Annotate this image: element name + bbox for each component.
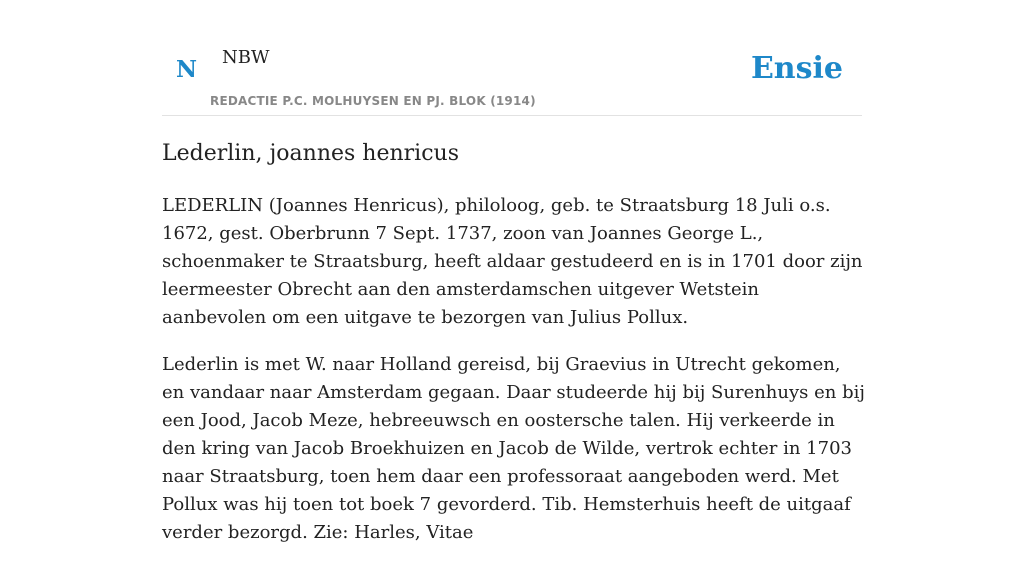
- page-title: Lederlin, joannes henricus: [162, 141, 459, 166]
- article-body: [162, 192, 867, 566]
- article-paragraph: LEDERLIN (Joannes Henricus), philoloog, geb. te Straatsburg 18 Juli o.s. 1672, gest. Oberbrunn 7 Sept. 1737, zoon van Joannes George L., schoenmaker te Straatsburg, heeft aldaar gestudeerd en is in 1701 door zijn leermeester Obrecht aan den amsterdamschen uitgever Wetstein aanbevolen om een uitgave te bezorgen van Julius Pollux.: [162, 195, 863, 328]
- source-header: [162, 0, 862, 116]
- source-name[interactable]: NBW: [222, 47, 270, 68]
- source-logo[interactable]: N: [176, 56, 198, 83]
- page-container: [162, 0, 865, 543]
- article-paragraph: Lederlin is met W. naar Holland gereisd, bij Graevius in Utrecht gekomen, en vandaar naar Amsterdam gegaan. Daar studeerde hij bij Surenhuys en bij een Jood, Jacob Meze, hebreeuwsch en oostersche talen. Hij verkeerde in den kring van Jacob Broekhuizen en Jacob de Wilde, vertrok echter in 1703 naar Straatsburg, toen hem daar een professoraat aangeboden werd. Met Pollux was hij toen tot boek 7 gevorderd. Tib. Hemsterhuis heeft de uitgaaf verder bezorgd. Zie: Harles, Vitae: [162, 354, 865, 543]
- source-subtitle: REDACTIE P.C. MOLHUYSEN EN PJ. BLOK (1914): [210, 94, 536, 108]
- ensie-logo[interactable]: Ensie: [750, 51, 843, 86]
